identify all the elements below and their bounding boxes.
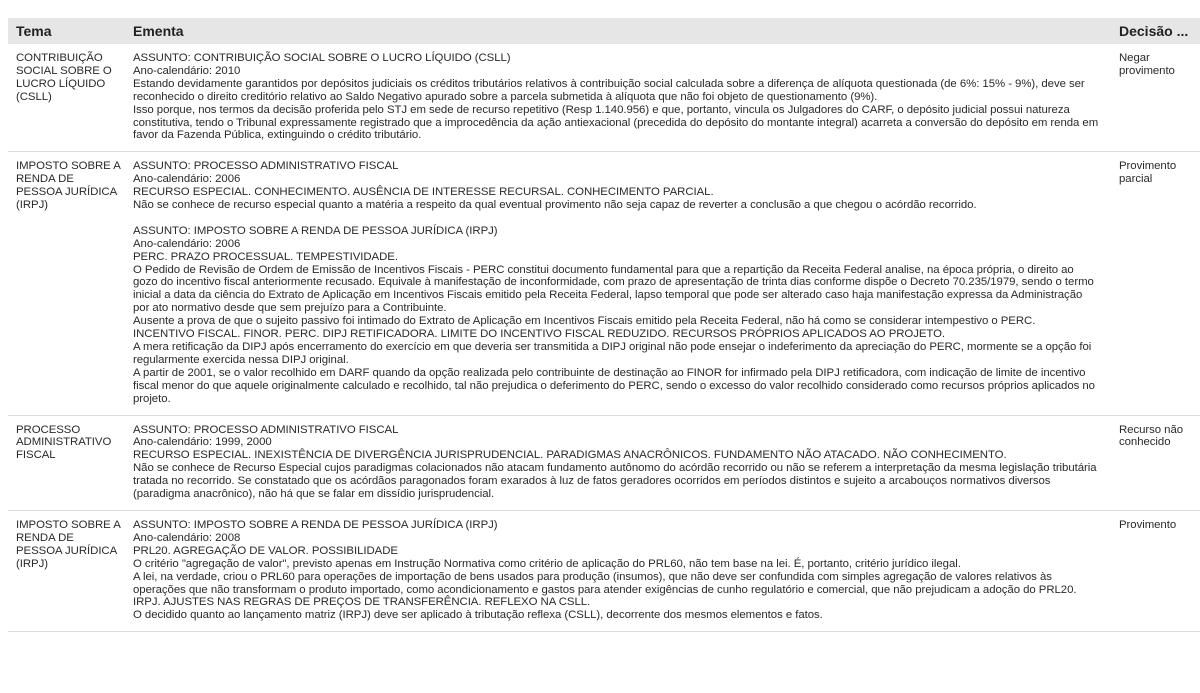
ementa-line: ASSUNTO: PROCESSO ADMINISTRATIVO FISCAL: [133, 423, 399, 436]
ementa-line: Ano-calendário: 1999, 2000: [133, 436, 272, 449]
ementa-line: RECURSO ESPECIAL. CONHECIMENTO. AUSÊNCIA DE INTERESSE RECURSAL. CONHECIMENTO PARCIAL.: [133, 186, 714, 199]
ementa-line: A mera retificação da DIPJ após encerramento do exercício em que deveria ser transmitida a DIPJ original não pode ensejar o indeferimento da apreciação do PERC, mormente se a opção foi regularmente exercida nessa DIPJ original.: [133, 341, 1092, 366]
ementa-line: O critério "agregação de valor", previsto apenas em Instrução Normativa como critério de aplicação do PRL60, não tem base na lei. É, portanto, critério jurídico ilegal.: [133, 557, 961, 570]
ementa-line: Ano-calendário: 2006: [133, 173, 241, 186]
decisions-table: [0, 18, 1200, 632]
ementa-line: Não se conhece de recurso especial quanto a matéria a respeito da qual eventual provimento não seja capaz de reverter a conclusão a que chegou o acórdão recorrido.: [133, 199, 977, 212]
ementa-line: Não se conhece de Recurso Especial cujos paradigmas colacionados não atacam fundamento autônomo do acórdão recorrido ou não se referem a interpretação da mesma legislação tributária tratada no recorrido. Se constatado que os acórdãos paragonados foram exarados à luz de fatos geradores ocorridos em períodos distintos e sujeito a arcabouços normativos diversos (paradigma anacrônico), não há que se falar em dissídio jurisprudencial.: [133, 462, 1097, 501]
row-ementa: [125, 511, 1111, 631]
row-decisao: Negar provimento: [1119, 52, 1175, 77]
header-decisao[interactable]: Decisão ...: [1119, 23, 1189, 39]
row-decisao: Provimento parcial: [1119, 160, 1177, 186]
row-tema: IMPOSTO SOBRE A RENDA DE PESSOA JURÍDICA (IRPJ): [16, 518, 121, 570]
row-ementa: [125, 152, 1111, 414]
ementa-line: Estando devidamente garantidos por depósitos judiciais os créditos tributários relativos à contribuição social calculada sobre a diferença de alíquota questionada (de 6%: 15% - 9%), deve ser reconhecido o direito creditório relativo ao Saldo Negativo apurado sobre a parcela submetida à alíquota que não foi objeto de questionamento (9%).: [133, 77, 1085, 103]
table-row[interactable]: [8, 44, 1200, 152]
ementa-line: ASSUNTO: IMPOSTO SOBRE A RENDA DE PESSOA JURÍDICA (IRPJ): [133, 224, 498, 237]
ementa-spacer: [133, 212, 1101, 225]
ementa-line: PERC. PRAZO PROCESSUAL. TEMPESTIVIDADE.: [133, 250, 398, 263]
header-tema[interactable]: Tema: [16, 23, 52, 39]
ementa-line: INCENTIVO FISCAL. FINOR. PERC. DIPJ RETIFICADORA. LIMITE DO INCENTIVO FISCAL REDUZIDO. RECURSOS PRÓPRIOS APLICADOS AO PROJETO.: [133, 328, 946, 341]
header-ementa[interactable]: Ementa: [133, 23, 184, 39]
ementa-line: O Pedido de Revisão de Ordem de Emissão de Incentivos Fiscais - PERC constitui documento fundamental para que a repartição da Receita Federal analise, na época própria, o direito ao gozo do incentivo fiscal anteriormente recusado. Equivale à manifestação de inconformidade, com prazo de apresentação de trinta dias conforme dispõe o Decreto 70.235/1979, sendo o termo inicial a data da ciência do Extrato de Aplicação em Incentivos Fiscais emitido pela Receita Federal, lapso temporal que pode ser alterado caso haja manifestação expressa da Administração por ato normativo desde que sem prejuízo para a Contribuinte.: [133, 263, 1094, 315]
ementa-line: Ano-calendário: 2008: [133, 531, 241, 544]
ementa-line: A partir de 2001, se o valor recolhido em DARF quando da opção realizada pelo contribuinte de destinação ao FINOR for infirmado pela DIPJ retificadora, com indicação de limite de incentivo fiscal menor do que aquele originalmente calculado e recolhido, tal não prejudica o deferimento do PERC, sendo o excesso do valor recolhido considerado como recursos próprios aplicados no projeto.: [133, 366, 1095, 405]
row-ementa: [125, 44, 1111, 151]
row-tema: PROCESSO ADMINISTRATIVO FISCAL: [16, 423, 112, 462]
ementa-line: PRL20. AGREGAÇÃO DE VALOR. POSSIBILIDADE: [133, 544, 398, 557]
ementa-line: IRPJ. AJUSTES NAS REGRAS DE PREÇOS DE TRANSFERÊNCIA. REFLEXO NA CSLL.: [133, 596, 591, 609]
table-row[interactable]: [8, 416, 1200, 511]
row-tema: CONTRIBUIÇÃO SOCIAL SOBRE O LUCRO LÍQUIDO (CSLL): [16, 52, 112, 103]
table-header: [8, 18, 1200, 44]
ementa-line: ASSUNTO: IMPOSTO SOBRE A RENDA DE PESSOA JURÍDICA (IRPJ): [133, 518, 498, 531]
ementa-line: ASSUNTO: PROCESSO ADMINISTRATIVO FISCAL: [133, 160, 399, 173]
ementa-line: A lei, na verdade, criou o PRL60 para operações de importação de bens usados para produção (insumos), que não deve ser confundida com simples agregação de valores relativos às operações que não transformam o produto importado, como acondicionamento e gastos para atender exigências de cunho regulatório e comercial, que não prejudicam a adoção do PRL20.: [133, 570, 1077, 596]
ementa-line: Ano-calendário: 2006: [133, 237, 241, 250]
ementa-line: RECURSO ESPECIAL. INEXISTÊNCIA DE DIVERGÊNCIA JURISPRUDENCIAL. PARADIGMAS ANACRÔNICOS. FUNDAMENTO NÃO ATACADO. NÃO CONHECIMENTO.: [133, 449, 1007, 462]
table-body: [0, 44, 1200, 632]
table-row[interactable]: [8, 511, 1200, 632]
ementa-line: ASSUNTO: CONTRIBUIÇÃO SOCIAL SOBRE O LUCRO LÍQUIDO (CSLL): [133, 52, 511, 64]
ementa-line: Ano-calendário: 2010: [133, 64, 241, 77]
ementa-line: Ausente a prova de que o sujeito passivo foi intimado do Extrato de Aplicação em Incentivos Fiscais emitido pela Receita Federal, não há como se considerar intempestivo o PERC.: [133, 315, 1036, 328]
row-ementa: [125, 416, 1111, 510]
ementa-line: O decidido quanto ao lançamento matriz (IRPJ) deve ser aplicado à tributação reflexa (CSLL), decorrente dos mesmos elementos e fatos.: [133, 609, 823, 622]
row-decisao: Provimento: [1119, 518, 1177, 531]
row-tema: IMPOSTO SOBRE A RENDA DE PESSOA JURÍDICA (IRPJ): [16, 160, 121, 212]
row-decisao: Recurso não conhecido: [1119, 423, 1184, 449]
table-row[interactable]: [8, 152, 1200, 415]
ementa-line: Isso porque, nos termos da decisão proferida pelo STJ em sede de recurso repetitivo (Resp 1.140.956) e que, portanto, vincula os Julgadores do CARF, o depósito judicial possui natureza constitutiva, tendo o Tribunal expressamente registrado que a improcedência da ação antiexacional (precedida do depósito do montante integral) acarreta a conversão do depósito em renda em favor da Fazenda Pública, extinguindo o crédito tributário.: [133, 103, 1099, 142]
